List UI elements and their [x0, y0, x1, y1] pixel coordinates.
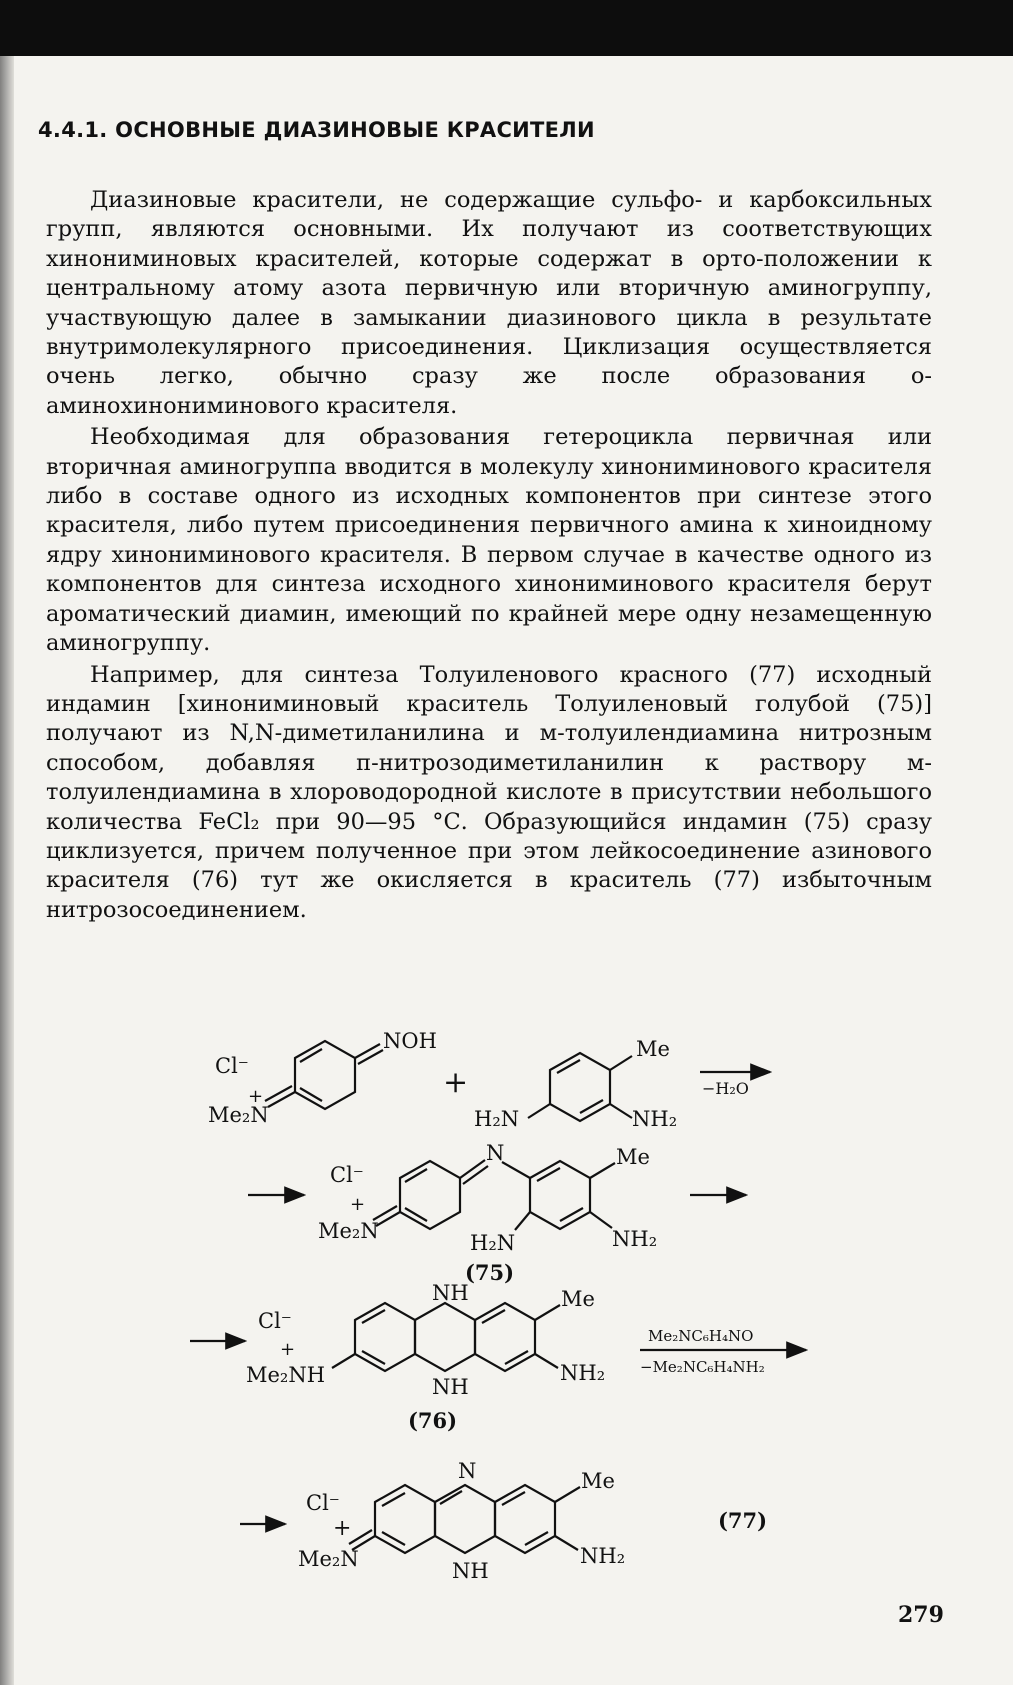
- dimethylamino-1: Me₂N: [208, 1103, 269, 1127]
- nh-top: NH: [432, 1281, 469, 1305]
- dimethylammonium: Me₂NH: [246, 1363, 326, 1387]
- charge-plus-2: +: [350, 1194, 366, 1215]
- scan-top-border: [0, 0, 1013, 56]
- nh-azine: NH: [452, 1559, 489, 1583]
- azine-ring-left: [375, 1485, 435, 1553]
- reagent-nitroso: Me₂NC₆H₄NO: [648, 1327, 754, 1345]
- benzene-ring-1: [550, 1053, 610, 1121]
- reaction-scheme: [0, 1010, 1013, 1630]
- paragraph-2: Необходимая для образования гетероцикла первичная или вторичная аминогруппа вводится в молекулу хинониминового красителя либо в составе одного из исходных компонентов при синтезе этого красителя, либо путем присоединения первичного амина к хиноидному ядру хинониминового красителя. В первом случае в качестве одного из компонентов для синтеза исходного хинониминового красителя берут ароматический диамин, имеющий по крайней мере одну незамещенную аминогруппу.: [46, 424, 932, 657]
- charge-plus-4: +: [333, 1516, 352, 1541]
- leuco-ring-right: [475, 1303, 535, 1371]
- imine-nitrogen: N: [486, 1141, 505, 1165]
- chloride-3: Cl⁻: [258, 1309, 292, 1333]
- azine-ring-right: [495, 1485, 555, 1553]
- amino-4: NH₂: [612, 1227, 658, 1251]
- amino-1: H₂N: [474, 1107, 520, 1131]
- amino-6: NH₂: [580, 1544, 626, 1568]
- quinoid-ring-1: [295, 1041, 355, 1109]
- leuco-ring-left: [355, 1303, 415, 1371]
- section-heading: 4.4.1. ОСНОВНЫЕ ДИАЗИНОВЫЕ КРАСИТЕЛИ: [38, 118, 595, 142]
- paragraph-1: Диазиновые красители, не содержащие сульфо- и карбоксильных групп, являются основными. Их получают из соответствующих хинониминовых красителей, которые содержат в орто-положении к центральному атому азота первичную или вторичную аминогруппу, участвующую далее в замыкании диазинового цикла в результате внутримолекулярного присоединения. Циклизация осуществляется очень легко, обычно сразу же после образования о-аминохинониминового красителя.: [46, 187, 932, 419]
- amino-5: NH₂: [560, 1361, 606, 1385]
- chloride-2: Cl⁻: [330, 1163, 364, 1187]
- azine-nitrogen: N: [458, 1459, 477, 1483]
- compound-label-75: (75): [465, 1260, 515, 1285]
- plus-sign: +: [443, 1065, 469, 1100]
- chloride-4: Cl⁻: [306, 1491, 340, 1515]
- charge-plus-1: +: [248, 1086, 264, 1107]
- methyl-1: Me: [636, 1037, 670, 1061]
- dimethylamino-2: Me₂N: [318, 1219, 379, 1243]
- benzene-ring-2: [530, 1161, 590, 1229]
- azine-ring-middle: [435, 1485, 495, 1553]
- water-loss: −H₂O: [702, 1079, 749, 1098]
- page-number: 279: [898, 1602, 944, 1628]
- nh-bottom: NH: [432, 1375, 469, 1399]
- body-text: [46, 186, 932, 925]
- methyl-4: Me: [581, 1469, 615, 1493]
- leuco-ring-middle: [415, 1303, 475, 1371]
- compound-label-77: (77): [718, 1508, 768, 1533]
- compound-label-76: (76): [408, 1408, 458, 1433]
- amino-2: NH₂: [632, 1107, 678, 1131]
- quinoid-ring-2: [400, 1161, 460, 1229]
- amino-3: H₂N: [470, 1231, 516, 1255]
- oxime-group: NOH: [383, 1029, 437, 1053]
- methyl-3: Me: [561, 1287, 595, 1311]
- paragraph-3: Например, для синтеза Толуиленового красного (77) исходный индамин [хинониминовый краситель Толуиленовый голубой (75)] получают из N,N-диметиланилина и м-толуилендиамина нитрозным способом, добавляя п-нитрозодиметиланилин к раствору м-толуилендиамина в хлороводородной кислоте в присутствии небольшого количества FeCl₂ при 90—95 °С. Образующийся индамин (75) сразу циклизуется, причем полученное при этом лейкосоединение азинового красителя (76) тут же окисляется в краситель (77) избыточным нитрозосоединением.: [46, 661, 932, 923]
- chloride-1: Cl⁻: [215, 1054, 249, 1078]
- reagent-byproduct: −Me₂NC₆H₄NH₂: [640, 1358, 765, 1376]
- charge-plus-3: +: [280, 1339, 296, 1360]
- dimethyliminium: Me₂N: [298, 1547, 359, 1571]
- methyl-2: Me: [616, 1145, 650, 1169]
